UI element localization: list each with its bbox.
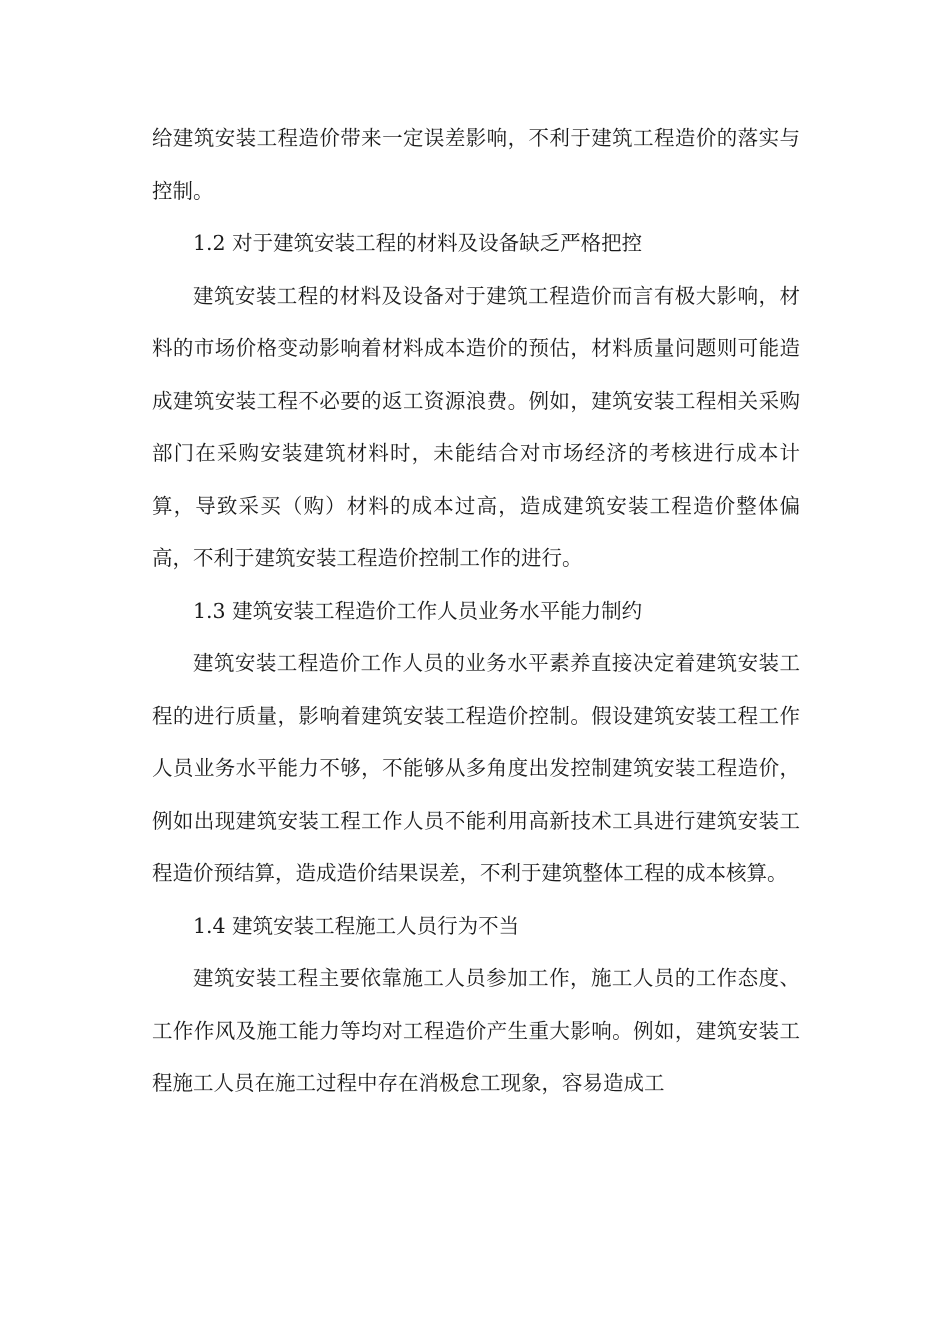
section-heading-1-4: 1.4 建筑安装工程施工人员行为不当 bbox=[193, 913, 520, 938]
section-heading-1-2: 1.2 对于建筑安装工程的材料及设备缺乏严格把控 bbox=[193, 231, 643, 255]
paragraph-construction-workers: 建筑安装工程主要依靠施工人员参加工作，施工人员的工作态度、工作作风及施工能力等均对工程造价产生重大影响。例如，建筑安装工程施工人员在施工过程中存在消极怠工现象，容易造成工 bbox=[152, 966, 800, 1095]
section-heading-1-3: 1.3 建筑安装工程造价工作人员业务水平能力制约 bbox=[193, 598, 643, 623]
document-body bbox=[152, 112, 800, 1110]
paragraph-staff-skill: 建筑安装工程造价工作人员的业务水平素养直接决定着建筑安装工程的进行质量，影响着建筑安装工程造价控制。假设建筑安装工程工作人员业务水平能力不够，不能够从多角度出发控制建筑安装工程造价，例如出现建筑安装工程工作人员不能利用高新技术工具进行建筑安装工程造价预结算，造成造价结果误差，不利于建筑整体工程的成本核算。 bbox=[152, 651, 800, 885]
paragraph-continuation: 给建筑安装工程造价带来一定误差影响，不利于建筑工程造价的落实与控制。 bbox=[152, 126, 800, 203]
paragraph-materials: 建筑安装工程的材料及设备对于建筑工程造价而言有极大影响，材料的市场价格变动影响着材料成本造价的预估，材料质量问题则可能造成建筑安装工程不必要的返工资源浪费。例如，建筑安装工程相关采购部门在采购安装建筑材料时，未能结合对市场经济的考核进行成本计算，导致采买（购）材料的成本过高，造成建筑安装工程造价整体偏高，不利于建筑安装工程造价控制工作的进行。 bbox=[152, 283, 800, 570]
